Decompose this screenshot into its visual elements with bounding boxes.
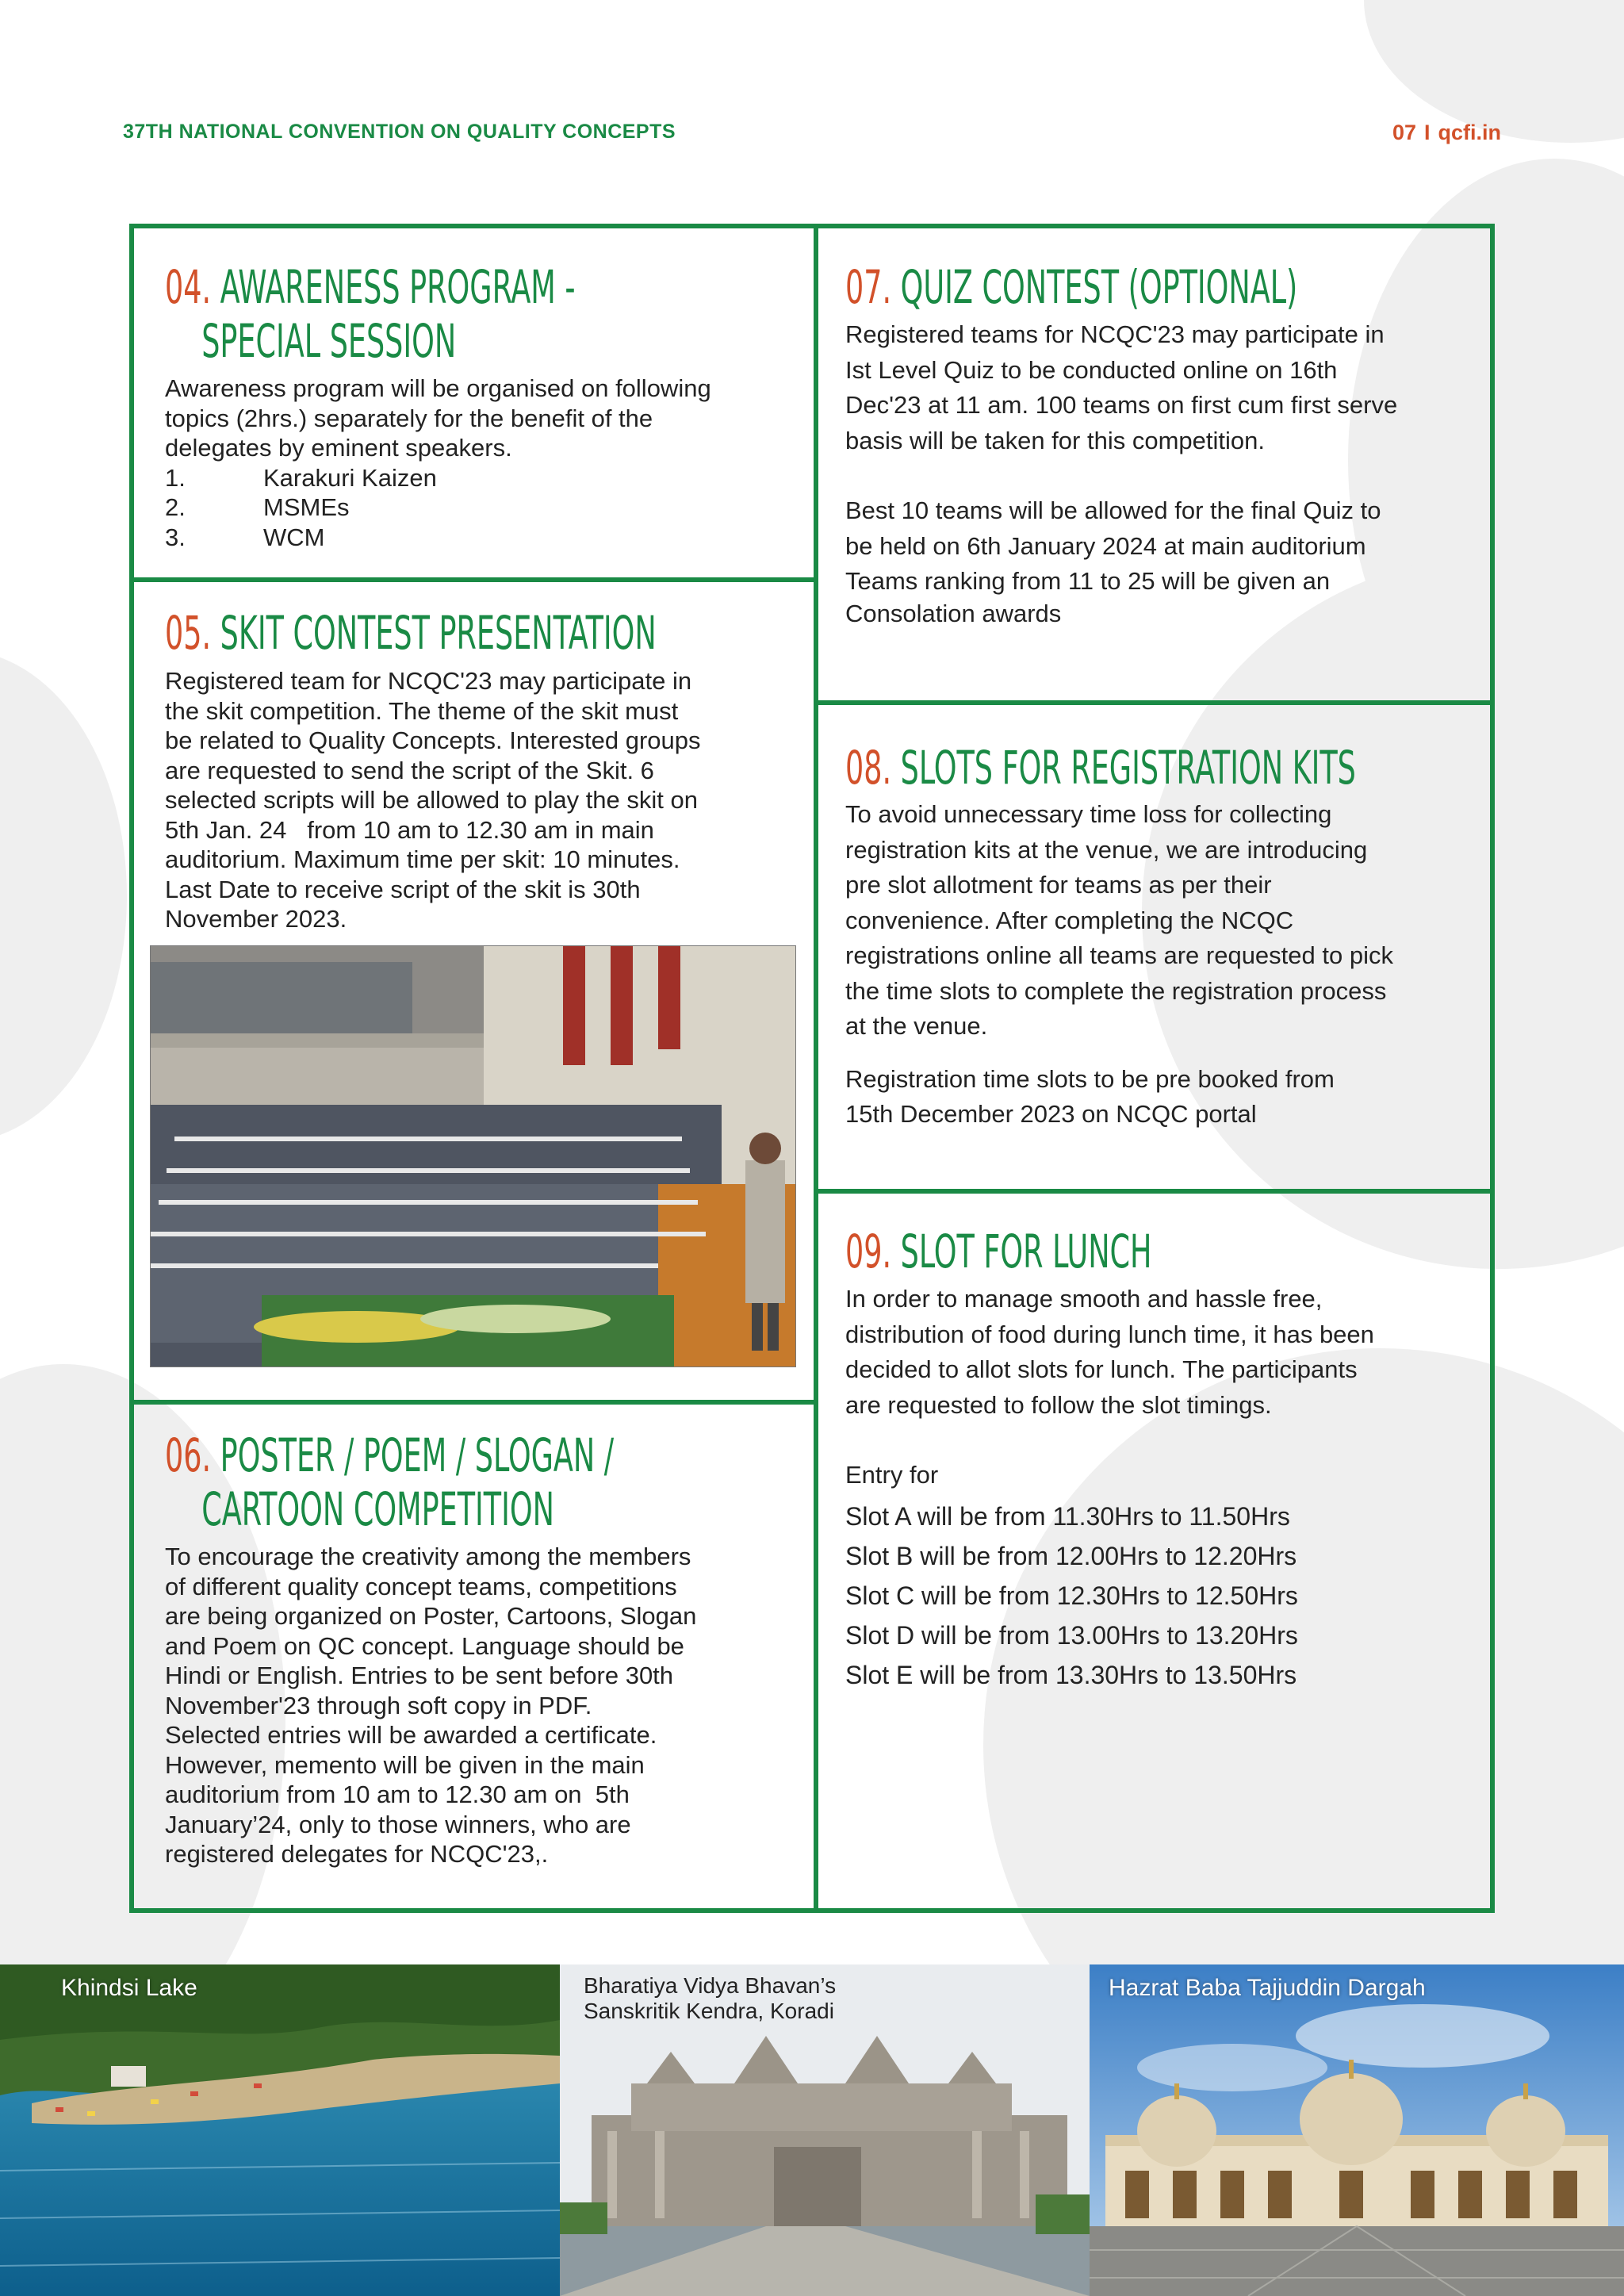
body-line: decided to allot slots for lunch. The participants xyxy=(845,1355,1358,1383)
section-title: 07. QUIZ CONTEST (OPTIONAL) xyxy=(845,260,1298,314)
body-line: Awareness program will be organised on following xyxy=(165,374,711,402)
body-line: November'23 through soft copy in PDF. xyxy=(165,1691,592,1719)
list-item: 2. MSMEs xyxy=(165,493,350,521)
list-item: 1. Karakuri Kaizen xyxy=(165,463,437,492)
caption-line: Sanskritik Kendra, Koradi xyxy=(584,1999,834,2023)
section-quiz-contest xyxy=(845,260,1480,628)
body-line: auditorium from 10 am to 12.30 am on 5th xyxy=(165,1780,630,1808)
body-line: Registration time slots to be pre booked from xyxy=(845,1064,1335,1093)
section-body xyxy=(165,666,799,934)
page-number: 07 xyxy=(1392,121,1416,144)
slot-line: Slot B will be from 12.00Hrs to 12.20Hrs xyxy=(845,1541,1297,1570)
body-line: be related to Quality Concepts. Interested groups xyxy=(165,726,701,754)
section-title: 06. POSTER / POEM / SLOGAN / xyxy=(165,1428,615,1482)
tajuddin-dargah-photo xyxy=(1090,1964,1624,2296)
section-awareness-program xyxy=(165,260,799,552)
section-divider xyxy=(818,1189,1490,1194)
section-body xyxy=(165,374,799,552)
auditorium-photo xyxy=(150,945,796,1367)
body-line: Teams ranking from 11 to 25 will be given an xyxy=(845,567,1331,595)
section-lunch-slots xyxy=(845,1225,1480,1695)
body-line: However, memento will be given in the main xyxy=(165,1750,645,1779)
body-line: selected scripts will be allowed to play the skit on xyxy=(165,786,698,814)
section-body xyxy=(165,1542,799,1869)
body-line: 15th December 2023 on NCQC portal xyxy=(845,1100,1257,1128)
photo-caption xyxy=(584,1973,836,2024)
khindsi-lake-photo xyxy=(0,1964,560,2296)
body-line: and Poem on QC concept. Language should be xyxy=(165,1631,684,1660)
background-shape xyxy=(0,650,127,1142)
body-line: are being organized on Poster, Cartoons, Slogan xyxy=(165,1602,697,1630)
section-title: 09. SLOT FOR LUNCH xyxy=(845,1225,1152,1278)
body-line: Registered teams for NCQC'23 may participate in xyxy=(845,320,1385,348)
section-title: 04. AWARENESS PROGRAM - xyxy=(165,260,576,314)
body-line: Registered team for NCQC'23 may participate in xyxy=(165,667,692,695)
page-reference xyxy=(1392,121,1501,145)
body-line: be held on 6th January 2024 at main auditorium xyxy=(845,531,1366,560)
slot-line: Slot D will be from 13.00Hrs to 13.20Hrs xyxy=(845,1620,1298,1650)
body-line: topics (2hrs.) separately for the benefit of the xyxy=(165,404,653,432)
section-body xyxy=(845,1282,1480,1695)
body-line: To encourage the creativity among the members xyxy=(165,1543,691,1570)
section-title: 05. SKIT CONTEST PRESENTATION xyxy=(165,606,657,660)
body-line: registrations online all teams are requested to pick xyxy=(845,941,1393,969)
event-title: 37TH NATIONAL CONVENTION ON QUALITY CONCEPTS xyxy=(123,121,676,143)
body-line: the skit competition. The theme of the skit must xyxy=(165,696,679,725)
body-line: Last Date to receive script of the skit is 30th xyxy=(165,875,641,903)
section-body xyxy=(845,317,1480,628)
body-line: registered delegates for NCQC'23,. xyxy=(165,1840,549,1868)
section-divider xyxy=(134,577,814,582)
slot-line: Slot C will be from 12.30Hrs to 12.50Hrs xyxy=(845,1581,1298,1610)
body-line: November 2023. xyxy=(165,905,347,933)
slot-line: Slot A will be from 11.30Hrs to 11.50Hrs xyxy=(845,1501,1290,1531)
separator: I xyxy=(1423,121,1431,144)
photo-caption: Hazrat Baba Tajjuddin Dargah xyxy=(1109,1975,1426,2001)
entry-label: Entry for xyxy=(845,1461,939,1489)
body-line: are requested to send the script of the Skit. 6 xyxy=(165,756,654,784)
body-line: convenience. After completing the NCQC xyxy=(845,906,1294,934)
body-line: are requested to follow the slot timings. xyxy=(845,1390,1272,1419)
section-divider xyxy=(134,1400,814,1405)
body-line: Consolation awards xyxy=(845,599,1062,627)
body-line: January’24, only to those winners, who are xyxy=(165,1810,631,1838)
section-body xyxy=(845,797,1488,1133)
body-line: of different quality concept teams, competitions xyxy=(165,1572,677,1600)
section-skit-contest xyxy=(165,606,799,934)
body-line: Ist Level Quiz to be conducted online on 16th xyxy=(845,355,1338,384)
section-title-continued: CARTOON COMPETITION xyxy=(201,1482,554,1536)
slot-line: Slot E will be from 13.30Hrs to 13.50Hrs xyxy=(845,1660,1297,1689)
body-line: at the venue. xyxy=(845,1012,988,1040)
body-line: Best 10 teams will be allowed for the final Quiz to xyxy=(845,496,1381,524)
body-line: To avoid unnecessary time loss for collecting xyxy=(845,800,1332,828)
body-line: 5th Jan. 24 from 10 am to 12.30 am in main xyxy=(165,815,654,844)
section-title-continued: SPECIAL SESSION xyxy=(201,314,457,368)
section-poster-competition xyxy=(165,1428,799,1869)
body-line: delegates by eminent speakers. xyxy=(165,434,512,462)
body-line: Selected entries will be awarded a certificate. xyxy=(165,1721,657,1749)
content-grid xyxy=(129,224,1495,1913)
column-divider xyxy=(814,228,818,1908)
page-header xyxy=(123,121,1501,152)
body-line: pre slot allotment for teams as per their xyxy=(845,871,1272,899)
body-line: Hindi or English. Entries to be sent before 30th xyxy=(165,1662,674,1689)
body-line: the time slots to complete the registration process xyxy=(845,976,1387,1005)
photo-strip xyxy=(0,1964,1624,2296)
body-line: basis will be taken for this competition. xyxy=(845,426,1265,454)
body-line: distribution of food during lunch time, it has been xyxy=(845,1320,1374,1348)
website-link[interactable]: qcfi.in xyxy=(1438,121,1501,144)
caption-line: Bharatiya Vidya Bhavan’s xyxy=(584,1973,837,1998)
section-registration-kits xyxy=(845,741,1488,1133)
body-line: Dec'23 at 11 am. 100 teams on first cum first serve xyxy=(845,391,1398,419)
section-divider xyxy=(818,700,1490,705)
photo-caption: Khindsi Lake xyxy=(61,1975,197,2001)
section-title: 08. SLOTS FOR REGISTRATION KITS xyxy=(845,741,1356,795)
list-item: 3. WCM xyxy=(165,523,325,551)
body-line: In order to manage smooth and hassle free, xyxy=(845,1285,1323,1313)
body-line: registration kits at the venue, we are introducing xyxy=(845,835,1368,864)
body-line: auditorium. Maximum time per skit: 10 minutes. xyxy=(165,845,680,873)
